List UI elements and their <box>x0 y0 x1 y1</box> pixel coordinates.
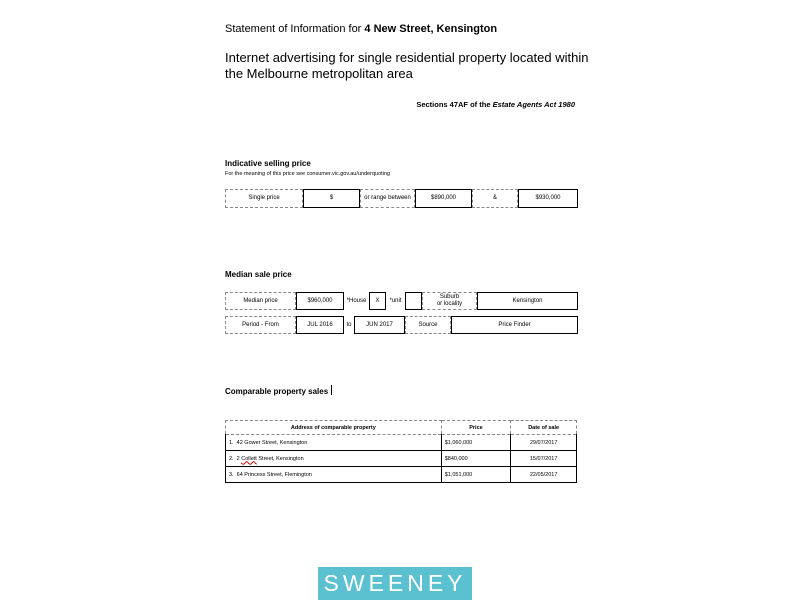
property-address: 4 New Street, Kensington <box>364 23 498 35</box>
range-separator: & <box>472 189 518 208</box>
median-price-field[interactable]: $960,000 <box>296 292 344 310</box>
address-text: 2 <box>236 455 240 462</box>
address-text: 64 Princess Street, Flemington <box>236 471 312 478</box>
row-number: 3. <box>229 471 234 478</box>
date-cell[interactable]: 15/07/2017 <box>511 451 577 467</box>
table-header-row <box>226 421 577 435</box>
period-to-field[interactable]: JUN 2017 <box>354 316 405 334</box>
suburb-field[interactable]: Kensington <box>477 292 578 310</box>
price-cell[interactable]: $840,000 <box>441 451 511 467</box>
single-price-field[interactable]: $ <box>303 189 360 208</box>
source-field[interactable]: Price Finder <box>451 316 578 334</box>
indicative-heading: Indicative selling price <box>225 159 311 168</box>
address-cell[interactable] <box>226 435 442 451</box>
price-cell[interactable]: $1,051,000 <box>441 467 511 483</box>
statement-prefix: Statement of Information for <box>225 23 362 35</box>
date-cell[interactable]: 29/07/2017 <box>511 435 577 451</box>
statement-heading <box>225 23 497 35</box>
address-text: Street, Kensington <box>258 455 304 462</box>
comparable-sales-table <box>225 420 577 483</box>
unit-checkbox[interactable] <box>405 292 422 310</box>
house-checkbox[interactable]: X <box>369 292 386 310</box>
misspelled-word: Collett <box>241 455 257 462</box>
source-label: Source <box>405 316 451 334</box>
row-number: 1. <box>229 439 234 446</box>
column-header-price: Price <box>441 421 511 435</box>
comparable-heading-text: Comparable property sales <box>225 387 329 396</box>
range-label: or range between <box>360 189 415 208</box>
to-label: to <box>346 321 352 328</box>
suburb-label <box>422 292 477 310</box>
address-text: 42 Gower Street, Kensington <box>236 439 308 446</box>
period-from-field[interactable]: JUL 2016 <box>296 316 344 334</box>
date-cell[interactable]: 22/05/2017 <box>511 467 577 483</box>
unit-label: *unit <box>389 297 402 304</box>
comparable-heading <box>225 385 332 396</box>
act-name: Estate Agents Act 1980 <box>492 100 575 109</box>
column-header-date: Date of sale <box>511 421 577 435</box>
range-low-field[interactable]: $890,000 <box>415 189 472 208</box>
address-cell[interactable] <box>226 467 442 483</box>
column-header-address: Address of comparable property <box>226 421 442 435</box>
text-cursor <box>331 385 332 395</box>
row-number: 2. <box>229 455 234 462</box>
table-row <box>226 451 577 467</box>
period-label: Period - From <box>225 316 296 334</box>
sweeney-logo: SWEENEY <box>318 567 472 600</box>
table-row <box>226 435 577 451</box>
address-cell[interactable] <box>226 451 442 467</box>
table-row <box>226 467 577 483</box>
sections-reference <box>416 100 575 109</box>
range-high-field[interactable]: $930,000 <box>518 189 578 208</box>
document-title: Internet advertising for single residential property located within the Melbourne metropolitan area <box>225 50 589 81</box>
sections-prefix: Sections 47AF of the <box>416 100 491 109</box>
price-cell[interactable]: $1,060,000 <box>441 435 511 451</box>
single-price-label: Single price <box>225 189 303 208</box>
median-heading: Median sale price <box>225 270 292 279</box>
suburb-label-line2: or locality <box>436 301 463 307</box>
indicative-note: For the meaning of this price see consumer.vic.gov.au/underquoting <box>225 171 390 177</box>
house-label: *House <box>346 297 367 304</box>
median-price-label: Median price <box>225 292 296 310</box>
suburb-label-line1: Suburb <box>439 294 460 300</box>
